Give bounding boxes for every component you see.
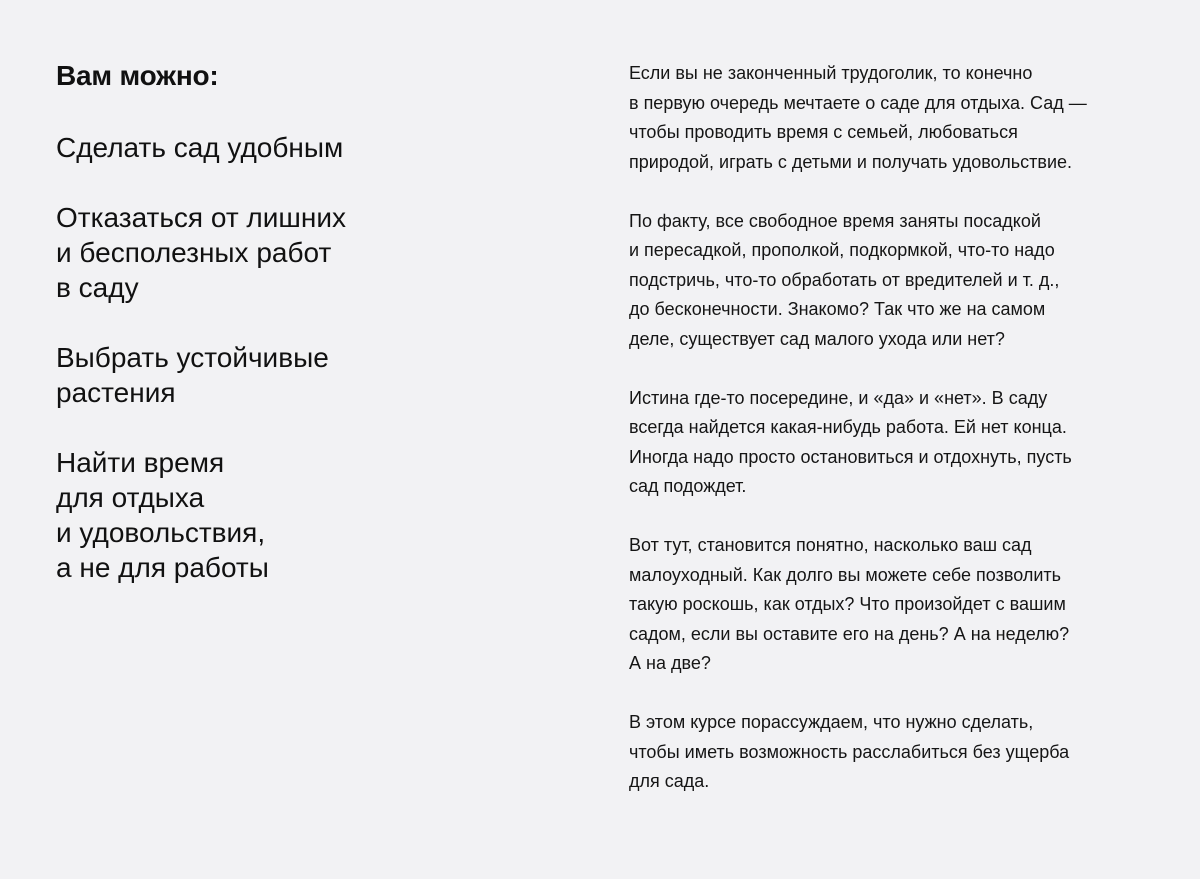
benefit-item-4 bbox=[56, 445, 526, 585]
description-paragraph-5 bbox=[629, 708, 1189, 797]
benefit-line: и удовольствия, bbox=[56, 517, 266, 548]
paragraph-line: В этом курсе порассуждаем, что нужно сделать, bbox=[629, 712, 1034, 732]
paragraph-line: чтобы проводить время с семьей, любоваться bbox=[629, 122, 1018, 142]
benefit-line: и бесполезных работ bbox=[56, 237, 332, 268]
paragraph-line: всегда найдется какая-нибудь работа. Ей нет конца. bbox=[629, 417, 1067, 437]
benefit-line: для отдыха bbox=[56, 482, 205, 513]
paragraph-line: природой, играть с детьми и получать удовольствие. bbox=[629, 151, 1073, 172]
paragraph-line: в первую очередь мечтаете о саде для отдыха. Сад — bbox=[629, 92, 1087, 113]
paragraph-line: чтобы иметь возможность расслабиться без ущерба bbox=[629, 741, 1070, 762]
paragraph-line: Если вы не законченный трудоголик, то конечно bbox=[629, 63, 1033, 83]
description-paragraph-2 bbox=[629, 207, 1189, 355]
paragraph-line: А на две? bbox=[629, 653, 711, 673]
benefit-line: Сделать сад удобным bbox=[56, 132, 344, 163]
paragraph-line: и пересадкой, прополкой, подкормкой, что-то надо bbox=[629, 240, 1055, 260]
paragraph-line: садом, если вы оставите его на день? А на неделю? bbox=[629, 623, 1070, 644]
description-paragraph-1 bbox=[629, 59, 1189, 177]
paragraph-line: деле, существует сад малого ухода или нет? bbox=[629, 328, 1005, 349]
benefit-line: растения bbox=[56, 377, 176, 408]
paragraph-line: По факту, все свободное время заняты посадкой bbox=[629, 210, 1041, 231]
paragraph-line: подстричь, что-то обработать от вредителей и т. д., bbox=[629, 269, 1060, 290]
paragraph-line: Иногда надо просто остановиться и отдохнуть, пусть bbox=[629, 446, 1072, 467]
description-paragraph-4 bbox=[629, 531, 1189, 679]
benefit-item-3 bbox=[56, 340, 526, 410]
benefit-line: Выбрать устойчивые bbox=[56, 342, 329, 373]
benefit-item-1 bbox=[56, 130, 526, 165]
benefit-line: в саду bbox=[56, 272, 139, 303]
paragraph-line: Вот тут, становится понятно, насколько ваш сад bbox=[629, 535, 1032, 555]
paragraph-line: для сада. bbox=[629, 771, 710, 791]
benefits-list bbox=[56, 130, 526, 585]
description-column bbox=[629, 59, 1189, 826]
benefits-heading: Вам можно: bbox=[56, 60, 219, 91]
paragraph-line: такую роскошь, как отдых? Что произойдет с вашим bbox=[629, 594, 1066, 614]
benefit-line: а не для работы bbox=[56, 552, 269, 583]
benefit-line: Найти время bbox=[56, 447, 225, 478]
description-paragraph-3 bbox=[629, 384, 1189, 502]
paragraph-line: Истина где-то посередине, и «да» и «нет». В саду bbox=[629, 387, 1048, 408]
benefit-line: Отказаться от лишних bbox=[56, 202, 346, 233]
paragraph-line: сад подождет. bbox=[629, 476, 747, 496]
paragraph-line: до бесконечности. Знакомо? Так что же на самом bbox=[629, 299, 1046, 319]
benefits-column bbox=[56, 58, 526, 620]
paragraph-line: малоуходный. Как долго вы можете себе позволить bbox=[629, 564, 1062, 585]
benefit-item-2 bbox=[56, 200, 526, 305]
